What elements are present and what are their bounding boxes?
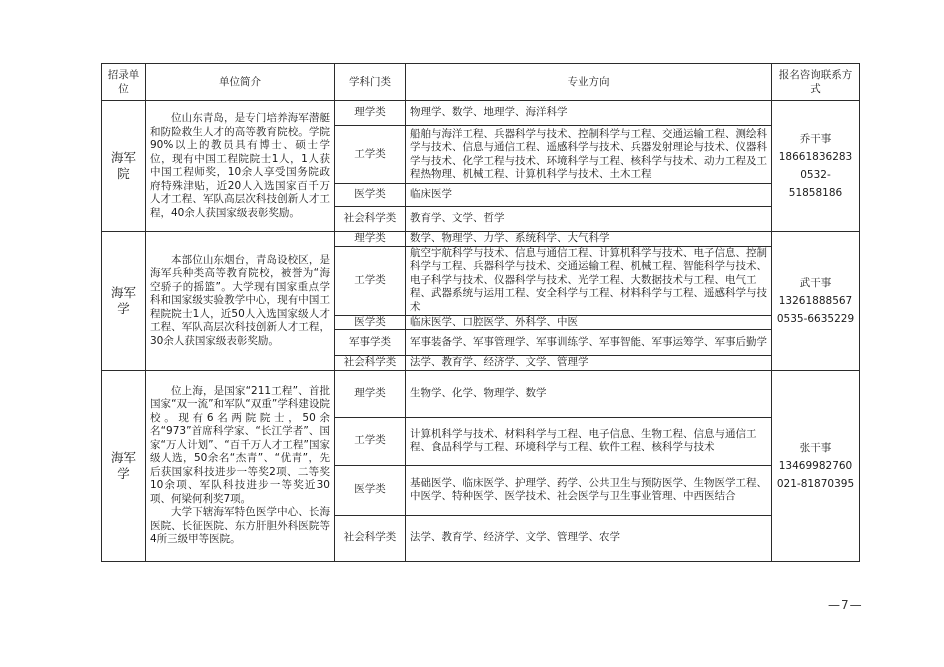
major-directions: 法学、教育学、经济学、文学、管理学 <box>406 356 772 371</box>
recruitment-table <box>101 63 860 562</box>
intro-paragraph: 位上海，是国家“211工程”、首批国家“双一流”和军队“双重”学科建设院校。现有6名两院院士，50余名“973”首席科学家、“长江学者”、国家“万人计划”、“百千万人才工程”国家级人选，50余名“杰青”、“优青”，先后获国家科技进步一等奖2项、二等奖10余项、军队科技进步一等奖近30项、何梁何利奖7项。 <box>150 384 330 505</box>
major-directions: 临床医学、口腔医学、外科学、中医 <box>406 315 772 330</box>
subject-category: 医学类 <box>335 465 406 515</box>
unit-name: 海军学 <box>102 232 146 371</box>
header-category: 学科门类 <box>335 64 406 101</box>
major-directions: 航空宇航科学与技术、信息与通信工程、计算机科学与技术、电子信息、控制科学与工程、兵器科学与技术、交通运输工程、机械工程、智能科学与技术、电子科学与技术、仪器科学与技术、光学工程、大数据技术与工程、电气工程、武器系统与运用工程、安全科学与工程、材料科学与工程、遥感科学与技术 <box>406 246 772 315</box>
unit-intro <box>146 101 335 232</box>
major-directions: 计算机科学与技术、材料科学与工程、电子信息、生物工程、信息与通信工程、食品科学与工程、环境科学与工程、软件工程、核科学与技术 <box>406 417 772 465</box>
subject-category: 理学类 <box>335 370 406 417</box>
major-directions: 船舶与海洋工程、兵器科学与技术、控制科学与工程、交通运输工程、测绘科学与技术、信息与通信工程、遥感科学与技术、兵器发射理论与技术、仪器科学与技术、化学工程与技术、环境科学与工程、核科学与技术、动力工程及工程热物理、机械工程、计算机科学与技术、土木工程 <box>406 126 772 184</box>
intro-paragraph: 本部位山东烟台，青岛设校区，是海军兵种类高等教育院校，被誉为“海空骄子的摇篮”。大学现有国家重点学科和国家级实验教学中心，现有中国工程院院士1人，近50人入选国家级人才工程、军队高层次科技创新人才工程，30余人获国家级表彰奖励。 <box>150 253 330 347</box>
contact-name: 张干事 <box>799 441 832 454</box>
subject-category: 工学类 <box>335 246 406 315</box>
major-directions: 军事装备学、军事管理学、军事训练学、军事智能、军事运筹学、军事后勤学 <box>406 330 772 356</box>
major-directions: 物理学、数学、地理学、海洋科学 <box>406 101 772 126</box>
unit-intro <box>146 370 335 561</box>
contact-mobile: 18661836283 <box>778 151 853 163</box>
contact-mobile: 13261888567 <box>778 294 853 307</box>
header-row <box>102 64 860 101</box>
header-unit: 招录单位 <box>102 64 146 101</box>
contact-info <box>772 232 860 371</box>
contact-name: 乔干事 <box>799 133 832 145</box>
subject-category: 社会科学类 <box>335 356 406 371</box>
major-directions: 基础医学、临床医学、护理学、药学、公共卫生与预防医学、生物医学工程、中医学、特种医学、医学技术、社会医学与卫生事业管理、中西医结合 <box>406 465 772 515</box>
major-directions: 临床医学 <box>406 184 772 207</box>
intro-paragraph: 位山东青岛，是专门培养海军潜艇和防险救生人才的高等教育院校。学院90%以上的教员具有博士、硕士学位，现有中国工程院院士1人，1人获中国工程师奖，10余人享受国务院政府特殊津贴，近20人入选国家百千万人才工程、军队高层次科技创新人才工程，40余人获国家级表彰奖励。 <box>150 112 330 219</box>
subject-category: 医学类 <box>335 315 406 330</box>
major-directions: 教育学、文学、哲学 <box>406 207 772 232</box>
intro-paragraph: 大学下辖海军特色医学中心、长海医院、长征医院、东方肝胆外科医院等4所三级甲等医院。 <box>150 506 330 545</box>
major-directions: 法学、教育学、经济学、文学、管理学、农学 <box>406 515 772 561</box>
contact-info <box>772 101 860 232</box>
subject-category: 理学类 <box>335 232 406 247</box>
subject-category: 工学类 <box>335 417 406 465</box>
contact-phone: 021-81870395 <box>776 477 855 490</box>
header-direction: 专业方向 <box>406 64 772 101</box>
subject-category: 理学类 <box>335 101 406 126</box>
page-number: —7— <box>828 598 863 612</box>
unit-name: 海军学 <box>102 370 146 561</box>
subject-category: 军事学类 <box>335 330 406 356</box>
table-row <box>102 101 860 126</box>
contact-mobile: 13469982760 <box>778 459 853 472</box>
major-directions: 数学、物理学、力学、系统科学、大气科学 <box>406 232 772 247</box>
contact-phone: 0532-51858186 <box>788 169 843 199</box>
major-directions: 生物学、化学、物理学、数学 <box>406 370 772 417</box>
contact-phone: 0535-6635229 <box>776 312 855 325</box>
subject-category: 医学类 <box>335 184 406 207</box>
subject-category: 社会科学类 <box>335 515 406 561</box>
contact-info <box>772 370 860 561</box>
header-contact: 报名咨询联系方式 <box>772 64 860 101</box>
table-row <box>102 370 860 417</box>
subject-category: 工学类 <box>335 126 406 184</box>
contact-name: 武干事 <box>799 276 832 289</box>
subject-category: 社会科学类 <box>335 207 406 232</box>
unit-name: 海军院 <box>102 101 146 232</box>
table-row <box>102 232 860 247</box>
header-intro: 单位简介 <box>146 64 335 101</box>
unit-intro <box>146 232 335 371</box>
